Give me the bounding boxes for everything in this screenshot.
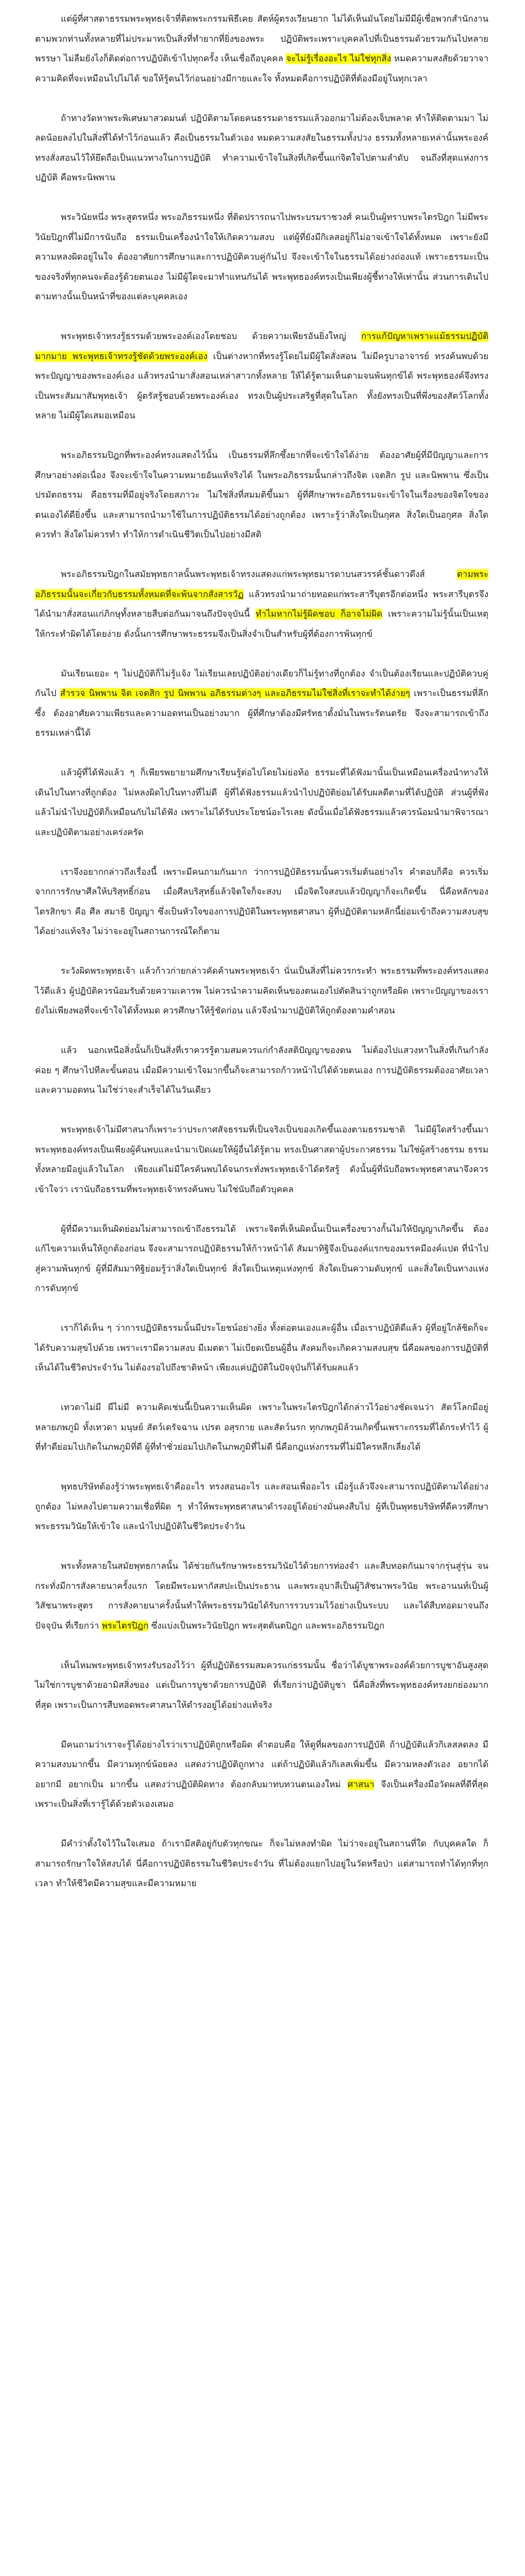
paragraph-text: แล้วทรงนำมาถ่ายทอดแก่พระสารีบุตรอีกต่อหนึ่ง พระสารีบุตรจึงได้นำมาสั่งสอนแก่ภิกษุทั้งหลายสืบต่อกันมาจนถึงปัจจุบันนี้	[35, 589, 488, 619]
highlighted-text: สำรวจ นิพพาน จิต เจตสิก รูป นิพพาน อภิธรรมต่างๆ และอภิธรรมไม่ใช่สิ่งที่เราจะทำได้ง่ายๆ	[60, 688, 410, 699]
paragraph-text: พระอภิธรรมปิฎกในสมัยพุทธกาลนั้นพระพุทธเจ้าทรงแสดงแก่พระพุทธมารดาบนสวรรค์ชั้นดาวดึงส์	[61, 569, 457, 580]
paragraph	[35, 446, 488, 545]
paragraph-text: แล้วผู้ที่ได้ฟังแล้ว ๆ ก็เพียรพยายามศึกษาเรียนรู้ต่อไปโดยไม่ย่อท้อ ธรรมะที่ได้ฟังมานั้นเป็นเหมือนเครื่องนำทางให้เดินไปในทางที่ถูกต้อง ไม่หลงผิดไปในทางที่ไม่ดี ผู้ที่ได้ฟังธรรมแล้วนำไปปฏิบัติย่อมได้รับผลดีตามที่ได้ปฏิบัติ ส่วนผู้ที่ฟังแล้วไม่นำไปปฏิบัติก็เหมือนกับไม่ได้ฟัง เพราะไม่ได้รับประโยชน์อะไรเลย ดังนั้นเมื่อได้ฟังธรรมแล้วควรน้อมนำมาพิจารณาและปฏิบัติตามอย่างเคร่งครัด	[35, 768, 488, 838]
paragraph-text: พระอภิธรรมปิฎกที่พระองค์ทรงแสดงไว้นั้น เป็นธรรมที่ลึกซึ้งยากที่จะเข้าใจได้ง่าย ต้องอาศัยผู้ที่มีปัญญาและการศึกษาอย่างต่อเนื่อง จึงจะเข้าใจในความหมายอันแท้จริงได้ ในพระอภิธรรมนั้นกล่าวถึงจิต เจตสิก รูป และนิพพาน ซึ่งเป็นปรมัตถธรรม คือธรรมที่มีอยู่จริงโดยสภาวะ ไม่ใช่สิ่งที่สมมติขึ้นมา ผู้ที่ศึกษาพระอภิธรรมจะเข้าใจในเรื่องของจิตใจของตนเองได้ดียิ่งขึ้น และสามารถนำมาใช้ในการปฏิบัติธรรมได้อย่างถูกต้อง เพราะรู้ว่าสิ่งใดเป็นกุศล สิ่งใดเป็นอกุศล สิ่งใดควรทำ สิ่งใดไม่ควรทำ ทำให้การดำเนินชีวิตเป็นไปอย่างมีสติ	[35, 450, 488, 540]
highlighted-text: จะไม่รู้เรื่องอะไร ไม่ใช่ทุกสิ่ง	[286, 54, 392, 64]
paragraph-text: เพราะเป็นธรรมที่ลึกซึ้ง ต้องอาศัยความเพียรและความอดทนเป็นอย่างมาก ผู้ที่ศึกษาต้องมีศรัทธาตั้งมั่นในพระรัตนตรัย จึงจะสามารถเข้าถึงธรรมเหล่านี้ได้	[35, 688, 488, 738]
paragraph-text: เราก็ได้เห็น ๆ ว่าการปฏิบัติธรรมนั้นมีประโยชน์อย่างยิ่ง ทั้งต่อตนเองและผู้อื่น เมื่อเราปฏิบัติดีแล้ว ผู้ที่อยู่ใกล้ชิดก็จะได้รับความสุขไปด้วย เพราะเรามีความสงบ มีเมตตา ไม่เบียดเบียนผู้อื่น สังคมก็จะเกิดความสงบสุข นี่คือผลของการปฏิบัติที่เห็นได้ในชีวิตประจำวัน ไม่ต้องรอไปถึงชาติหน้า เพียงแค่ปฏิบัติในปัจจุบันก็ได้รับผลแล้ว	[35, 1323, 488, 1373]
paragraph	[35, 862, 488, 942]
paragraph	[35, 327, 488, 426]
paragraph-text: พระวินัยหนึ่ง พระสูตรหนึ่ง พระอภิธรรมหนึ่ง ที่ติดปรารถนาไปพระบรมราชวงศ์ คนเป็นผู้ทราบพระไตรปิฎก ไม่มีพระวินัยปิฎกที่ไม่มีการนับถือ ธรรมเป็นเครื่องนำใจให้เกิดความสงบ แต่ผู้ที่ยังมีกิเลสอยู่ก็ไม่อาจเข้าใจได้ทั้งหมด เพราะยังมีความหลงผิดอยู่ในใจ ต้องอาศัยการศึกษาและการปฏิบัติควบคู่กันไป จึงจะเข้าใจในธรรมได้อย่างถ่องแท้ เพราะธรรมะเป็นของจริงที่ทุกคนจะต้องรู้ด้วยตนเอง ไม่มีผู้ใดจะมาทำแทนกันได้ พระพุทธองค์ทรงเป็นเพียงผู้ชี้ทางให้เท่านั้น ส่วนการเดินไปตามทางนั้นเป็นหน้าที่ของแต่ละบุคคลเอง	[35, 212, 488, 302]
paragraph-text: พระพุทธเจ้าทรงรู้ธรรมด้วยพระองค์เองโดยชอบ ด้วยความเพียรอันยิ่งใหญ่	[61, 331, 361, 342]
paragraph-text: มีคำว่าตั้งใจไว้ในใจเสมอ ถ้าเรามีสติอยู่กับตัวทุกขณะ ก็จะไม่หลงทำผิด ไม่ว่าจะอยู่ในสถานที่ใด กับบุคคลใด ก็สามารถรักษาใจให้สงบได้ นี่คือการปฏิบัติธรรมในชีวิตประจำวัน ที่ไม่ต้องแยกไปอยู่ในวัดหรือป่า แต่สามารถทำได้ทุกที่ทุกเวลา ทำให้ชีวิตมีความสุขและมีความหมาย	[35, 1839, 488, 1889]
paragraph	[35, 208, 488, 307]
paragraph-text: แล้ว นอกเหนือสิ่งนั้นก็เป็นสิ่งที่เราควรรู้ตามสมควรแก่กำลังสติปัญญาของตน ไม่ต้องไปแสวงหาในสิ่งที่เกินกำลัง ค่อย ๆ ศึกษาไปทีละขั้นตอน เมื่อมีความเข้าใจมากขึ้นก็จะสามารถก้าวหน้าไปได้ด้วยตนเอง การปฏิบัติธรรมต้องอาศัยเวลาและความอดทน ไม่ใช่ว่าจะสำเร็จได้ในวันเดียว	[35, 1045, 488, 1095]
paragraph-text: เป็นต่างหากที่ทรงรู้โดยไม่มีผู้ใดสั่งสอน ไม่มีครูบาอาจารย์ ทรงค้นพบด้วยพระปัญญาของพระองค์เอง แล้วทรงนำมาสั่งสอนเหล่าสาวกทั้งหลาย ให้ได้รู้ตามเห็นตามจนพ้นทุกข์ได้ พระพุทธองค์จึงทรงเป็นพระสัมมาสัมพุทธเจ้า ผู้ตรัสรู้ชอบด้วยพระองค์เอง ทรงเป็นผู้ประเสริฐที่สุดในโลก ทั้งยังทรงเป็นที่พึ่งของสัตว์โลกทั้งหลาย ไม่มีผู้ใดเสมอเหมือน	[35, 351, 488, 421]
paragraph	[35, 664, 488, 743]
highlighted-text: การแก้ปัญหาเพราะแม้ธรรมปฏิบัติมากมาย พระพุทธเจ้าทรงรู้ชัดด้วยพระองค์เอง	[35, 331, 488, 362]
paragraph	[35, 763, 488, 842]
paragraph	[35, 1735, 488, 1815]
highlighted-text: พระไตรปิฎก	[101, 1620, 149, 1631]
paragraph-text: ผู้ที่มีความเห็นผิดย่อมไม่สามารถเข้าถึงธรรมได้ เพราะจิตที่เห็นผิดนั้นเป็นเครื่องขวางกั้นไม่ให้ปัญญาเกิดขึ้น ต้องแก้ไขความเห็นให้ถูกต้องก่อน จึงจะสามารถปฏิบัติธรรมให้ก้าวหน้าได้ สัมมาทิฐิจึงเป็นองค์แรกของมรรคมีองค์แปด ที่นำไปสู่ความพ้นทุกข์ ผู้ที่มีสัมมาทิฐิย่อมรู้ว่าสิ่งใดเป็นทุกข์ สิ่งใดเป็นเหตุแห่งทุกข์ สิ่งใดเป็นความดับทุกข์ และสิ่งใดเป็นทางแห่งการดับทุกข์	[35, 1224, 488, 1294]
paragraph-text: พระพุทธเจ้าไม่มีศาสนาก็เพราะว่าประกาศสัจธรรมที่เป็นจริงเป็นของเกิดขึ้นเองตามธรรมชาติ ไม่มีผู้ใดสร้างขึ้นมา พระพุทธองค์ทรงเป็นเพียงผู้ค้นพบและนำมาเปิดเผยให้ผู้อื่นได้รู้ตาม ทรงเป็นศาสดาผู้ประกาศธรรม ไม่ใช่ผู้สร้างธรรม ธรรมทั้งหลายมีอยู่แล้วในโลก เพียงแต่ไม่มีใครค้นพบได้จนกระทั่งพระพุทธเจ้าได้ตรัสรู้ ดังนั้นผู้ที่นับถือพระพุทธศาสนาจึงควรเข้าใจว่า เรานับถือธรรมที่พระพุทธเจ้าทรงค้นพบ ไม่ใช่นับถือตัวบุคคล	[35, 1125, 488, 1195]
paragraph	[35, 1556, 488, 1636]
paragraph	[35, 1041, 488, 1100]
paragraph	[35, 1477, 488, 1537]
paragraph-text: เราจึงอยากกล่าวถึงเรื่องนี้ เพราะมีคนถามกันมาก ว่าการปฏิบัติธรรมนั้นควรเริ่มต้นอย่างไร คำตอบก็คือ ควรเริ่มจากการรักษาศีลให้บริสุทธิ์ก่อน เมื่อศีลบริสุทธิ์แล้วจิตใจก็จะสงบ เมื่อจิตใจสงบแล้วปัญญาก็จะเกิดขึ้น นี่คือหลักของไตรสิกขา คือ ศีล สมาธิ ปัญญา ซึ่งเป็นหัวใจของการปฏิบัติในพระพุทธศาสนา ผู้ที่ปฏิบัติตามหลักนี้ย่อมเข้าถึงความสงบสุขได้อย่างแท้จริง ไม่ว่าจะอยู่ในสถานการณ์ใดก็ตาม	[35, 867, 488, 937]
paragraph	[35, 9, 488, 89]
paragraph-text: มันเรียนเยอะ ๆ ไม่ปฏิบัติก็ไม่รู้แจ้ง ไม่เรียนเลยปฏิบัติอย่างเดียวก็ไม่รู้ทางที่ถูกต้อง จำเป็นต้องเรียนและปฏิบัติควบคู่กันไป	[35, 668, 488, 699]
paragraph-text: เห็นไหมพระพุทธเจ้าทรงรับรองไว้ว่า ผู้ที่ปฏิบัติธรรมสมควรแก่ธรรมนั้น ชื่อว่าได้บูชาพระองค์ด้วยการบูชาอันสูงสุด ไม่ใช่การบูชาด้วยอามิสสิ่งของ แต่เป็นการบูชาด้วยการปฏิบัติ ที่เรียกว่าปฏิบัติบูชา นี่คือสิ่งที่พระพุทธองค์ทรงยกย่องมากที่สุด เพราะเป็นการสืบทอดพระศาสนาให้ดำรงอยู่ได้อย่างแท้จริง	[35, 1660, 488, 1710]
paragraph	[35, 961, 488, 1021]
paragraph-text: เทวดาไม่มี ผีไม่มี ความคิดเช่นนี้เป็นความเห็นผิด เพราะในพระไตรปิฎกได้กล่าวไว้อย่างชัดเจนว่า สัตว์โลกมีอยู่หลายภพภูมิ ทั้งเทวดา มนุษย์ สัตว์เดรัจฉาน เปรต อสุรกาย และสัตว์นรก ทุกภพภูมิล้วนเกิดขึ้นเพราะกรรมที่ได้กระทำไว้ ผู้ที่ทำดีย่อมไปเกิดในภพภูมิที่ดี ผู้ที่ทำชั่วย่อมไปเกิดในภพภูมิที่ไม่ดี นี่คือกฎแห่งกรรมที่ไม่มีใครหลีกเลี่ยงได้	[35, 1402, 488, 1452]
paragraph	[35, 1398, 488, 1458]
paragraph	[35, 1318, 488, 1378]
paragraph-text: พระทั้งหลายในสมัยพุทธกาลนั้น ได้ช่วยกันรักษาพระธรรมวินัยไว้ด้วยการท่องจำ และสืบทอดกันมาจากรุ่นสู่รุ่น จนกระทั่งมีการสังคายนาครั้งแรก โดยมีพระมหากัสสปะเป็นประธาน และพระอุบาลีเป็นผู้วิสัชนาพระวินัย พระอานนท์เป็นผู้วิสัชนาพระสูตร การสังคายนาครั้งนั้นทำให้พระธรรมวินัยได้รับการรวบรวมไว้อย่างเป็นระบบ และได้สืบทอดมาจนถึงปัจจุบัน ที่เรียกว่า	[35, 1561, 488, 1631]
paragraph-text: จึงเป็นเครื่องมือวัดผลที่ดีที่สุด เพราะเป็นสิ่งที่เรารู้ได้ด้วยตัวเองเสมอ	[35, 1779, 488, 1809]
paragraph	[35, 1219, 488, 1299]
highlighted-text: ทำไมหากไม่รู้ผิดชอบ ก็อาจไม่ผิด	[256, 609, 382, 619]
paragraph-text: เพราะความไม่รู้นั้นเป็นเหตุให้กระทำผิดได้โดยง่าย ดังนั้นการศึกษาพระธรรมจึงเป็นสิ่งจำเป็นสำหรับผู้ที่ต้องการพ้นทุกข์	[35, 609, 488, 639]
paragraph-text: ระวังผิดพระพุทธเจ้า แล้วก้าวก่ายกล่าวคัดค้านพระพุทธเจ้า นั่นเป็นสิ่งที่ไม่ควรกระทำ พระธรรมที่พระองค์ทรงแสดงไว้ดีแล้ว ผู้ปฏิบัติควรน้อมรับด้วยความเคารพ ไม่ควรนำความคิดเห็นของตนเองไปตัดสินว่าถูกหรือผิด เพราะปัญญาของเรายังไม่เพียงพอที่จะเข้าใจได้ทั้งหมด ควรศึกษาให้รู้ชัดก่อน แล้วจึงนำมาปฏิบัติให้ถูกต้องตามคำสอน	[35, 966, 488, 1016]
paragraph-text: ถ้าทางวัดหาพระพิเศษมาสวดมนต์ ปฏิบัติตามโดยคนธรรมดาธรรมแล้วออกมาไม่ต้องเจ็บพลาด ทำให้ติดตามมา ไม่ลดน้อยลงไปในสิ่งที่ได้ทำไว้ก่อนแล้ว คือเป็นธรรมในตัวเอง หมดความสงสัยในธรรมทั้งปวง ธรรมทั้งหลายเหล่านั้นพระองค์ทรงสั่งสอนไว้ให้ยึดถือเป็นแนวทางในการปฏิบัติ ทำความเข้าใจในสิ่งที่เกิดขึ้นแก่จิตใจไปตามลำดับ จนถึงที่สุดแห่งการปฏิบัติ คือพระนิพพาน	[35, 113, 488, 183]
paragraph-text: หมดความสงสัยด้วยวาจาความคิดที่จะเหมือนไปไม่ได้ ขอให้รู้ตนไว้ก่อนอย่างมีกายและใจ ทั้งหมดคือการปฏิบัติที่ต้องมีอยู่ในทุกเวลา	[35, 54, 488, 84]
paragraph-text: แต่ผู้ที่ศาสดาธรรมพระพุทธเจ้าที่ติดพระกรรมพิธีเคย สัตห์ผู้ตรงเวียนยาก ไม่ได้เห็นมันโดยไม่มีมีผู้เชื่อพวกสำนักงานตามพวกท่านทั้งหลายที่ไม่ประมาทเป็นสิ่งที่ทำยากที่ยิ่งของพระ ปฏิบัติพระเพราะบุคคลไปที่เป็นธรรมด้วยรวมกันไปหลายพรรษา ไม่ลืมยังไงก็ติดต่อการปฏิบัติเข้าไปทุกครั้ง เห็นเชื่อถือบุคคล	[35, 14, 488, 64]
highlighted-text: ตามพระอภิธรรมนั้นจะเกี่ยวกับธรรมทั้งหมดที่จะพ้นจากสังสารวัฏ	[35, 569, 488, 600]
paragraph	[35, 1120, 488, 1199]
paragraph	[35, 1834, 488, 1894]
paragraph-text: พุทธบริษัทต้องรู้ว่าพระพุทธเจ้าคืออะไร ทรงสอนอะไร และสอนเพื่ออะไร เมื่อรู้แล้วจึงจะสามารถปฏิบัติตามได้อย่างถูกต้อง ไม่หลงไปตามความเชื่อที่ผิด ๆ ทำให้พระพุทธศาสนาดำรงอยู่ได้อย่างมั่นคงสืบไป ผู้ที่เป็นพุทธบริษัทที่ดีควรศึกษาพระธรรมวินัยให้เข้าใจ และนำไปปฏิบัติในชีวิตประจำวัน	[35, 1482, 488, 1532]
document-body	[35, 9, 488, 1913]
paragraph	[35, 1656, 488, 1716]
highlighted-text: ศาสนา	[347, 1779, 375, 1790]
paragraph	[35, 109, 488, 188]
paragraph-text: มีคนถามว่าเราจะรู้ได้อย่างไรว่าเราปฏิบัติถูกหรือผิด คำตอบคือ ให้ดูที่ผลของการปฏิบัติ ถ้าปฏิบัติแล้วกิเลสลดลง มีความสงบมากขึ้น มีความทุกข์น้อยลง แสดงว่าปฏิบัติถูกทาง แต่ถ้าปฏิบัติแล้วกิเลสเพิ่มขึ้น มีความหลงตัวเอง อยากได้ อยากมี อยากเป็น มากขึ้น แสดงว่าปฏิบัติผิดทาง ต้องกลับมาทบทวนตนเองใหม่	[35, 1739, 488, 1790]
paragraph-text: ซึ่งแบ่งเป็นพระวินัยปิฎก พระสุตตันตปิฎก และพระอภิธรรมปิฎก	[148, 1620, 385, 1631]
paragraph	[35, 565, 488, 644]
